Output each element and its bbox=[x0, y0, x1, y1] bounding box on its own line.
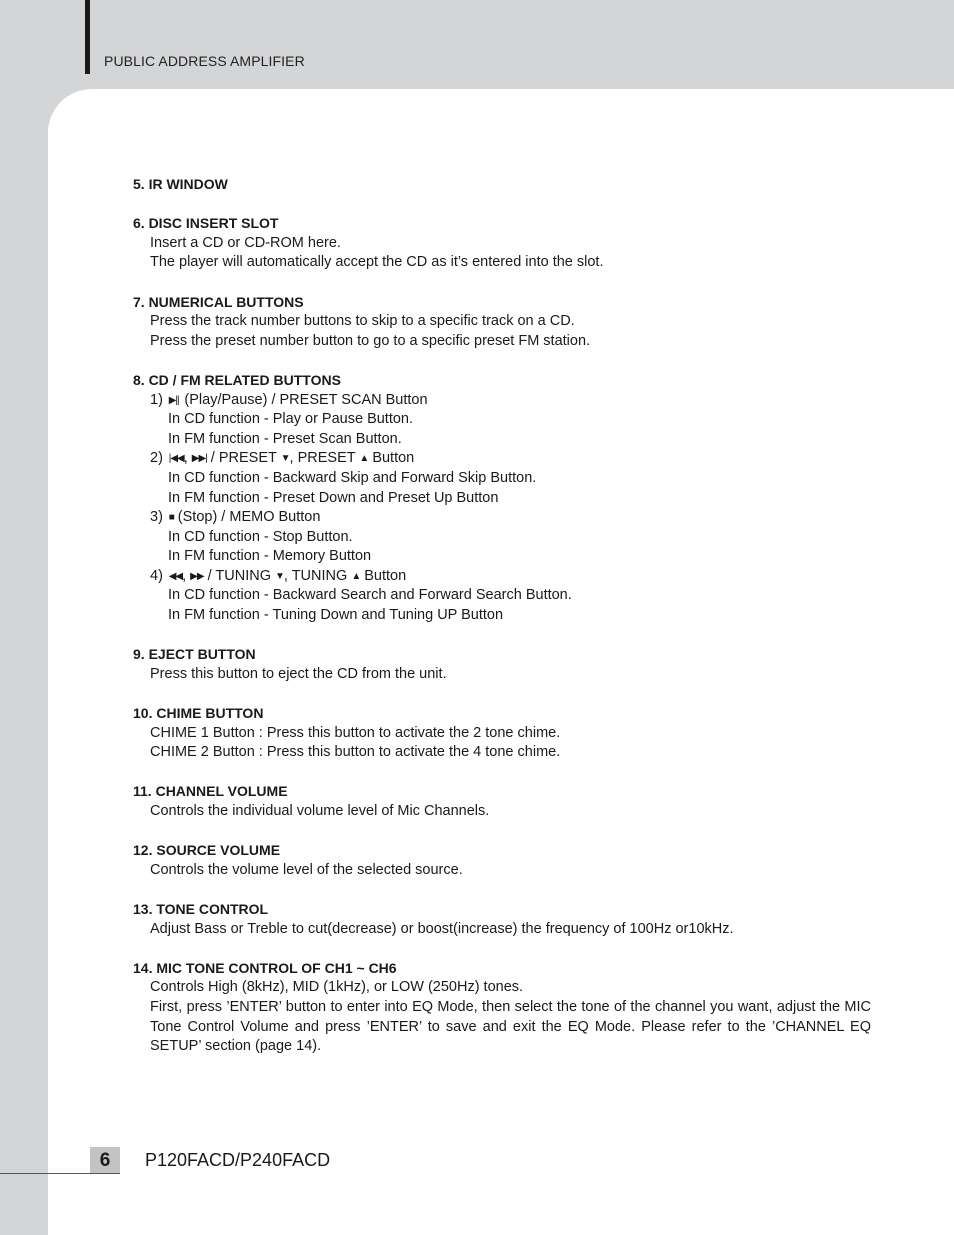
list-item: 2) |◀◀, ▶▶| / PRESET ▼, PRESET ▲ Button bbox=[133, 449, 871, 469]
body-line: In FM function - Preset Down and Preset Up Button bbox=[168, 489, 499, 506]
body-paragraph: First, press ’ENTER’ button to enter into EQ Mode, then select the tone of the channel you want, adjust the MIC Tone Control Volume and press ’ENTER’ to save and exit the EQ Mode. Please refer to the ’CHANNEL EQ SETUP’ section (page 14). bbox=[150, 998, 871, 1055]
section-ir-window bbox=[133, 175, 871, 195]
body-line: In FM function - Preset Scan Button. bbox=[168, 430, 402, 447]
stop-icon: ■ bbox=[166, 512, 174, 524]
skip-forward-icon: ▶▶| bbox=[191, 453, 207, 465]
body-line: Press the track number buttons to skip to a specific track on a CD. bbox=[150, 313, 575, 330]
header-bar bbox=[85, 0, 90, 74]
body-line: Press this button to eject the CD from the unit. bbox=[150, 665, 447, 682]
body-line: Press the preset number button to go to a specific preset FM station. bbox=[150, 332, 591, 349]
section-tone-control bbox=[133, 900, 871, 939]
model-name: P120FACD/P240FACD bbox=[145, 1150, 331, 1170]
body-line: In CD function - Stop Button. bbox=[168, 528, 353, 545]
item-text: / PRESET bbox=[210, 450, 277, 467]
body-line: In CD function - Backward Search and Forward Search Button. bbox=[168, 587, 572, 604]
page-number: 6 bbox=[90, 1147, 120, 1173]
item-text: / TUNING bbox=[207, 567, 271, 584]
body-line: CHIME 1 Button : Press this button to activate the 2 tone chime. bbox=[150, 724, 561, 741]
section-heading: 11. CHANNEL VOLUME bbox=[133, 783, 288, 800]
fast-forward-icon: ▶▶ bbox=[190, 570, 204, 582]
item-text: (Play/Pause) / PRESET SCAN Button bbox=[184, 391, 428, 408]
item-number: 4) bbox=[150, 567, 163, 584]
footer-rule bbox=[0, 1173, 120, 1174]
section-cd-fm-buttons bbox=[133, 371, 871, 626]
triangle-down-icon: ▼ bbox=[280, 453, 290, 465]
body-line: Controls the volume level of the selected source. bbox=[150, 861, 463, 878]
list-item: 4) ◀◀, ▶▶ / TUNING ▼, TUNING ▲ Button bbox=[133, 567, 871, 587]
section-heading: 14. MIC TONE CONTROL OF CH1 ~ CH6 bbox=[133, 959, 397, 976]
play-pause-icon: ▶|| bbox=[166, 394, 181, 406]
skip-back-icon: |◀◀ bbox=[166, 453, 184, 465]
item-text: Button bbox=[372, 450, 415, 467]
section-heading: 5. IR WINDOW bbox=[133, 176, 228, 192]
section-disc-insert-slot bbox=[133, 214, 871, 273]
item-text: Button bbox=[364, 567, 407, 584]
section-heading: 10. CHIME BUTTON bbox=[133, 705, 264, 722]
triangle-up-icon: ▲ bbox=[359, 453, 369, 465]
body-line: Controls the individual volume level of Mic Channels. bbox=[150, 803, 490, 819]
list-item bbox=[133, 391, 871, 411]
section-channel-volume bbox=[133, 782, 871, 821]
rewind-icon: ◀◀ bbox=[166, 570, 183, 582]
item-number: 1) bbox=[150, 391, 163, 408]
triangle-up-icon: ▲ bbox=[351, 570, 361, 582]
item-text: , PRESET bbox=[289, 450, 356, 467]
section-heading: 13. TONE CONTROL bbox=[133, 900, 269, 917]
body-line: Controls High (8kHz), MID (1kHz), or LOW (250Hz) tones. bbox=[150, 979, 524, 996]
body-line: Adjust Bass or Treble to cut(decrease) or boost(increase) the frequency of 100Hz or10kHz. bbox=[150, 920, 734, 937]
body-line: CHIME 2 Button : Press this button to activate the 4 tone chime. bbox=[150, 744, 561, 761]
section-source-volume bbox=[133, 841, 871, 880]
item-number: 3) bbox=[150, 509, 163, 526]
content bbox=[133, 175, 871, 1076]
section-heading: 12. SOURCE VOLUME bbox=[133, 842, 281, 859]
list-item bbox=[133, 508, 871, 528]
body-line: Insert a CD or CD-ROM here. bbox=[150, 234, 341, 251]
triangle-down-icon: ▼ bbox=[275, 570, 284, 582]
section-eject-button bbox=[133, 645, 871, 684]
item-text: (Stop) / MEMO Button bbox=[177, 509, 321, 526]
body-line: In CD function - Play or Pause Button. bbox=[168, 411, 414, 428]
item-number: 2) bbox=[150, 450, 163, 467]
section-heading: 7. NUMERICAL BUTTONS bbox=[133, 293, 304, 310]
section-heading: 9. EJECT BUTTON bbox=[133, 646, 256, 663]
section-chime-button bbox=[133, 704, 871, 763]
body-line: In CD function - Backward Skip and Forward Skip Button. bbox=[168, 469, 537, 486]
section-heading: 8. CD / FM RELATED BUTTONS bbox=[133, 371, 341, 388]
section-mic-tone-control bbox=[133, 959, 871, 1057]
body-line: In FM function - Memory Button bbox=[168, 548, 372, 565]
body-line: In FM function - Tuning Down and Tuning UP Button bbox=[168, 607, 504, 624]
section-numerical-buttons bbox=[133, 293, 871, 352]
header-title: PUBLIC ADDRESS AMPLIFIER bbox=[104, 53, 305, 69]
section-heading: 6. DISC INSERT SLOT bbox=[133, 215, 279, 232]
item-text: , TUNING bbox=[283, 567, 348, 584]
body-line: The player will automatically accept the CD as it’s entered into the slot. bbox=[150, 254, 604, 271]
